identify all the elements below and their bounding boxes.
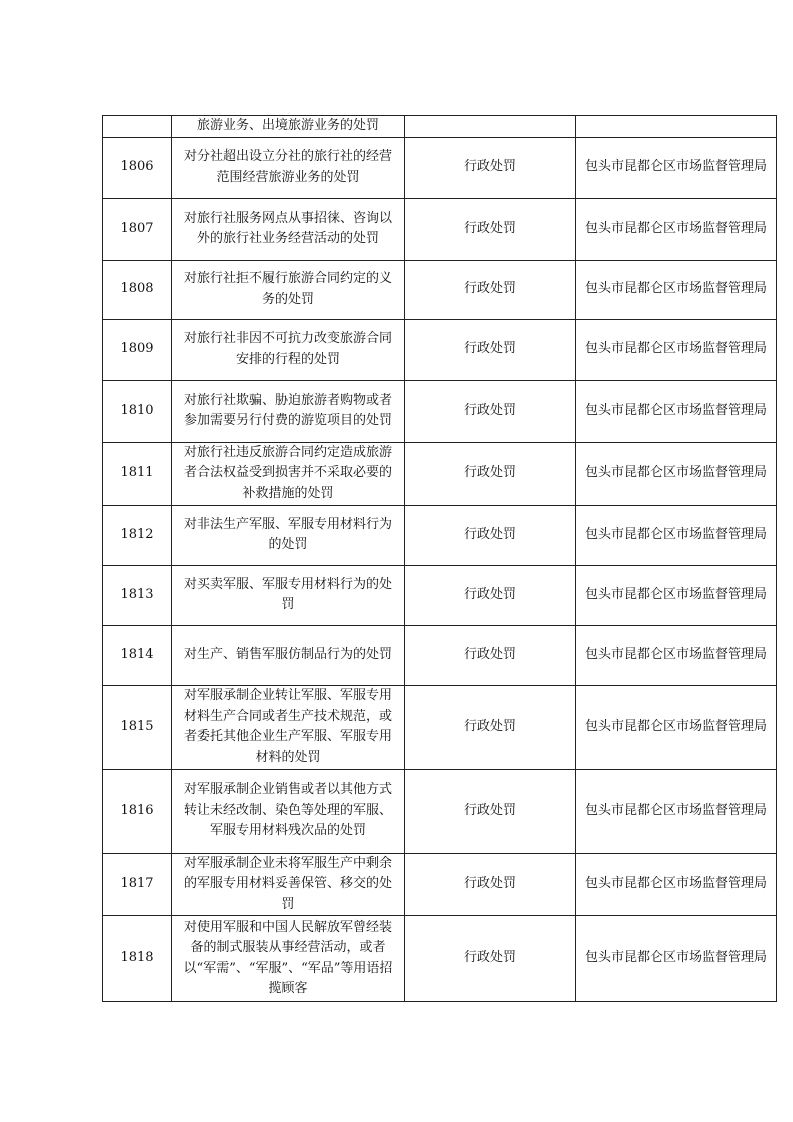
item-authority: 包头市昆都仑区市场监督管理局: [576, 380, 777, 442]
item-type: 行政处罚: [405, 137, 576, 198]
item-name: 对旅行社非因不可抗力改变旅游合同安排的行程的处罚: [172, 319, 405, 380]
item-number: [103, 116, 172, 138]
item-number: 1809: [103, 319, 172, 380]
item-name: 对军服承制企业未将军服生产中剩余的军服专用材料妥善保管、移交的处罚: [172, 853, 405, 916]
item-type: 行政处罚: [405, 198, 576, 260]
item-authority: 包头市昆都仑区市场监督管理局: [576, 505, 777, 565]
table-row: [103, 260, 777, 319]
item-number: 1815: [103, 685, 172, 769]
item-type: 行政处罚: [405, 260, 576, 319]
item-number: 1807: [103, 198, 172, 260]
item-number: 1817: [103, 853, 172, 916]
item-authority: 包头市昆都仑区市场监督管理局: [576, 685, 777, 769]
table-row: [103, 380, 777, 442]
table-row: [103, 565, 777, 625]
item-type: [405, 116, 576, 138]
item-number: 1811: [103, 442, 172, 505]
item-authority: [576, 116, 777, 138]
item-type: 行政处罚: [405, 853, 576, 916]
item-authority: 包头市昆都仑区市场监督管理局: [576, 137, 777, 198]
item-type: 行政处罚: [405, 380, 576, 442]
table-row: [103, 625, 777, 685]
item-authority: 包头市昆都仑区市场监督管理局: [576, 565, 777, 625]
item-name: 旅游业务、出境旅游业务的处罚: [172, 116, 405, 138]
item-number: 1813: [103, 565, 172, 625]
item-type: 行政处罚: [405, 625, 576, 685]
item-type: 行政处罚: [405, 442, 576, 505]
item-number: 1818: [103, 916, 172, 1002]
item-name: 对使用军服和中国人民解放军曾经装备的制式服装从事经营活动，或者以“军需”、“军服”、“军品”等用语招揽顾客: [172, 916, 405, 1002]
item-authority: 包头市昆都仑区市场监督管理局: [576, 769, 777, 853]
item-authority: 包头市昆都仑区市场监督管理局: [576, 625, 777, 685]
table-row: [103, 505, 777, 565]
item-type: 行政处罚: [405, 565, 576, 625]
item-name: 对旅行社拒不履行旅游合同约定的义务的处罚: [172, 260, 405, 319]
item-number: 1808: [103, 260, 172, 319]
table-row: [103, 116, 777, 138]
table-row: [103, 442, 777, 505]
item-type: 行政处罚: [405, 319, 576, 380]
table-row: [103, 137, 777, 198]
item-name: 对旅行社欺骗、胁迫旅游者购物或者参加需要另行付费的游览项目的处罚: [172, 380, 405, 442]
table-row: [103, 916, 777, 1002]
item-number: 1810: [103, 380, 172, 442]
item-authority: 包头市昆都仑区市场监督管理局: [576, 853, 777, 916]
item-name: 对旅行社违反旅游合同约定造成旅游者合法权益受到损害并不采取必要的补救措施的处罚: [172, 442, 405, 505]
item-number: 1806: [103, 137, 172, 198]
table-row: [103, 319, 777, 380]
item-type: 行政处罚: [405, 505, 576, 565]
item-number: 1814: [103, 625, 172, 685]
item-name: 对旅行社服务网点从事招徕、咨询以外的旅行社业务经营活动的处罚: [172, 198, 405, 260]
table-row: [103, 198, 777, 260]
item-name: 对军服承制企业转让军服、军服专用材料生产合同或者生产技术规范，或者委托其他企业生产军服、军服专用材料的处罚: [172, 685, 405, 769]
table-row: [103, 853, 777, 916]
item-name: 对分社超出设立分社的旅行社的经营范围经营旅游业务的处罚: [172, 137, 405, 198]
penalty-list-table: [102, 115, 777, 1002]
item-type: 行政处罚: [405, 769, 576, 853]
item-name: 对军服承制企业销售或者以其他方式转让未经改制、染色等处理的军服、军服专用材料残次品的处罚: [172, 769, 405, 853]
item-authority: 包头市昆都仑区市场监督管理局: [576, 260, 777, 319]
item-type: 行政处罚: [405, 916, 576, 1002]
item-type: 行政处罚: [405, 685, 576, 769]
item-authority: 包头市昆都仑区市场监督管理局: [576, 319, 777, 380]
item-name: 对买卖军服、军服专用材料行为的处罚: [172, 565, 405, 625]
item-number: 1812: [103, 505, 172, 565]
item-authority: 包头市昆都仑区市场监督管理局: [576, 198, 777, 260]
table-row: [103, 685, 777, 769]
item-number: 1816: [103, 769, 172, 853]
table-row: [103, 769, 777, 853]
item-authority: 包头市昆都仑区市场监督管理局: [576, 442, 777, 505]
item-name: 对非法生产军服、军服专用材料行为的处罚: [172, 505, 405, 565]
item-authority: 包头市昆都仑区市场监督管理局: [576, 916, 777, 1002]
item-name: 对生产、销售军服仿制品行为的处罚: [172, 625, 405, 685]
